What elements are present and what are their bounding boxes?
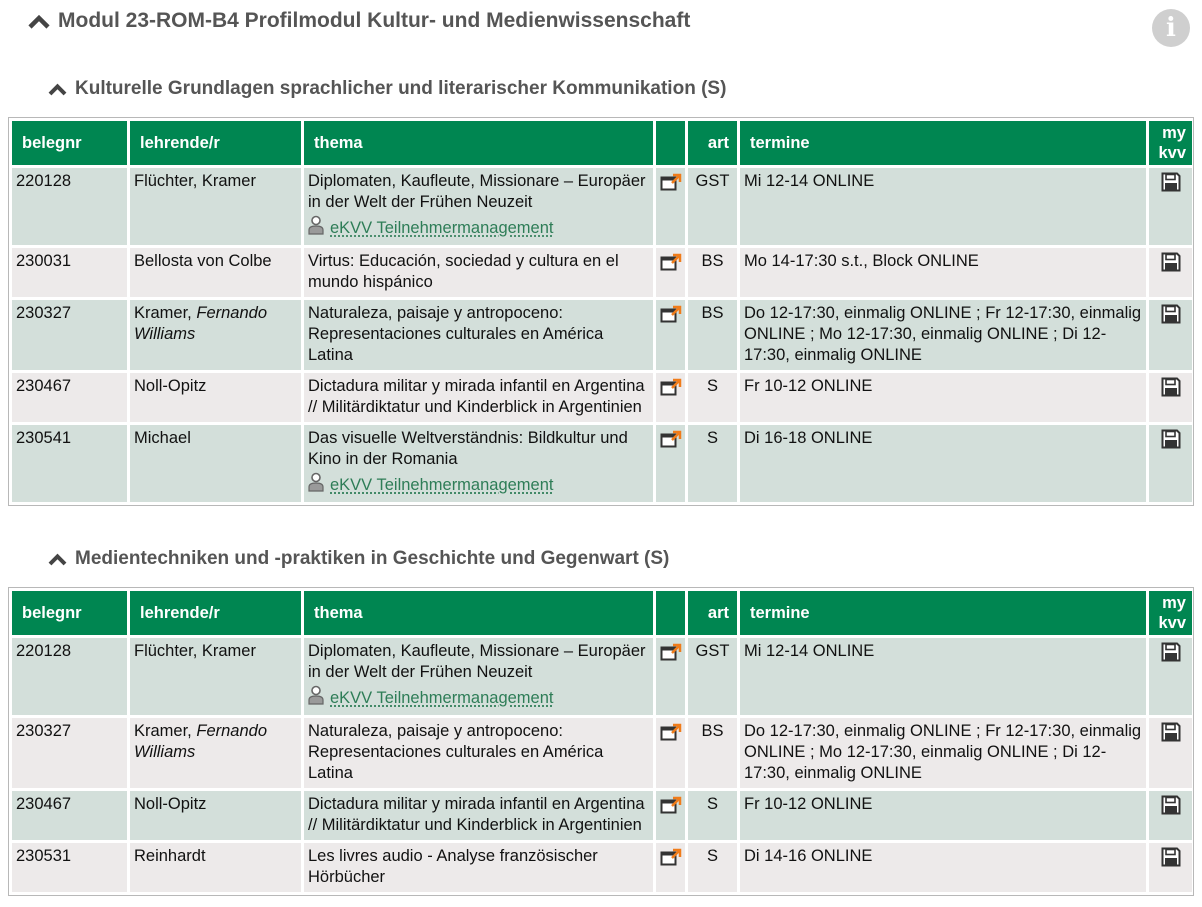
module-title: Modul 23-ROM-B4 Profilmodul Kultur- und Medienwissenschaft	[58, 9, 691, 32]
lehrende-name: Flüchter, Kramer	[134, 172, 256, 190]
thema-cell	[304, 300, 653, 370]
section-title: Medientechniken und -praktiken in Geschichte und Gegenwart (S)	[75, 548, 670, 569]
course-table-2	[8, 587, 1194, 896]
termine-cell: Fr 10-12 ONLINE	[740, 791, 1146, 840]
lehrende-cell	[130, 791, 301, 840]
thema-text: Diplomaten, Kaufleute, Missionare – Europäer in der Welt der Frühen Neuzeit	[308, 642, 646, 681]
table-header-row	[12, 591, 1192, 635]
table-header-row	[12, 121, 1192, 165]
thema-text: Naturaleza, paisaje y antropoceno: Representaciones culturales en América Latina	[308, 304, 604, 364]
termine-cell: Mi 12-14 ONLINE	[740, 168, 1146, 245]
open-details-icon[interactable]	[656, 718, 685, 788]
table-row	[12, 373, 1192, 422]
thema-text: Les livres audio - Analyse französischer Hörbücher	[308, 847, 598, 886]
table-row	[12, 843, 1192, 892]
table-row	[12, 248, 1192, 297]
art-cell: GST	[688, 168, 737, 245]
thema-text: Das visuelle Weltverständnis: Bildkultur und Kino in der Romania	[308, 429, 628, 468]
open-details-icon[interactable]	[656, 248, 685, 297]
belegnr-cell: 230327	[12, 300, 127, 370]
open-details-icon[interactable]	[656, 373, 685, 422]
art-cell: BS	[688, 718, 737, 788]
col-mykvv: my kvv	[1149, 121, 1192, 165]
art-cell: GST	[688, 638, 737, 715]
art-cell: BS	[688, 300, 737, 370]
save-to-mykvv-icon[interactable]	[1149, 168, 1192, 245]
save-to-mykvv-icon[interactable]	[1149, 791, 1192, 840]
section-header-1[interactable]	[48, 78, 726, 100]
open-details-icon[interactable]	[656, 638, 685, 715]
lehrende-name: Noll-Opitz	[134, 795, 207, 813]
thema-text: Naturaleza, paisaje y antropoceno: Representaciones culturales en América Latina	[308, 722, 604, 782]
lehrende-cell	[130, 425, 301, 502]
col-lehrende[interactable]: lehrende/r	[130, 121, 301, 165]
table-row	[12, 168, 1192, 245]
save-to-mykvv-icon[interactable]	[1149, 248, 1192, 297]
thema-text: Diplomaten, Kaufleute, Missionare – Europäer in der Welt der Frühen Neuzeit	[308, 172, 646, 211]
belegnr-cell: 220128	[12, 638, 127, 715]
open-details-icon[interactable]	[656, 300, 685, 370]
course-table-1	[8, 117, 1194, 506]
save-to-mykvv-icon[interactable]	[1149, 638, 1192, 715]
termine-cell: Do 12-17:30, einmalig ONLINE ; Fr 12-17:30, einmalig ONLINE ; Mo 12-17:30, einmalig ONLINE ; Di 12-17:30, einmalig ONLINE	[740, 300, 1146, 370]
ekvv-link[interactable]	[308, 685, 649, 711]
belegnr-cell: 230467	[12, 791, 127, 840]
lehrende-name: Reinhardt	[134, 847, 206, 865]
termine-cell: Do 12-17:30, einmalig ONLINE ; Fr 12-17:30, einmalig ONLINE ; Mo 12-17:30, einmalig ONLINE ; Di 12-17:30, einmalig ONLINE	[740, 718, 1146, 788]
col-lehrende[interactable]: lehrende/r	[130, 591, 301, 635]
thema-cell	[304, 248, 653, 297]
thema-text: Dictadura militar y mirada infantil en Argentina // Militärdiktatur und Kinderblick in Argentinien	[308, 377, 645, 416]
ekvv-link-label: eKVV Teilnehmermanagement	[330, 688, 554, 707]
lehrende-name-extra: Fernando Williams	[134, 722, 267, 761]
art-cell: S	[688, 425, 737, 502]
col-thema[interactable]: thema	[304, 591, 653, 635]
col-termine[interactable]: termine	[740, 121, 1146, 165]
lehrende-cell	[130, 843, 301, 892]
col-belegnr[interactable]: belegnr	[12, 121, 127, 165]
thema-text: Dictadura militar y mirada infantil en Argentina // Militärdiktatur und Kinderblick in Argentinien	[308, 795, 645, 834]
termine-cell: Mo 14-17:30 s.t., Block ONLINE	[740, 248, 1146, 297]
belegnr-cell: 230327	[12, 718, 127, 788]
belegnr-cell: 230531	[12, 843, 127, 892]
table-row	[12, 791, 1192, 840]
termine-cell: Fr 10-12 ONLINE	[740, 373, 1146, 422]
table-row	[12, 638, 1192, 715]
col-icon	[656, 121, 685, 165]
belegnr-cell: 220128	[12, 168, 127, 245]
save-to-mykvv-icon[interactable]	[1149, 425, 1192, 502]
ekvv-link-label: eKVV Teilnehmermanagement	[330, 218, 554, 237]
lehrende-name: Michael	[134, 429, 191, 447]
table-row	[12, 718, 1192, 788]
col-art[interactable]: art	[688, 121, 737, 165]
ekvv-link[interactable]	[308, 215, 649, 241]
open-details-icon[interactable]	[656, 168, 685, 245]
person-icon	[308, 472, 324, 498]
person-icon	[308, 215, 324, 241]
table-row	[12, 300, 1192, 370]
chevron-up-icon[interactable]	[48, 82, 67, 96]
art-cell: S	[688, 373, 737, 422]
open-details-icon[interactable]	[656, 843, 685, 892]
lehrende-name: Kramer,	[134, 722, 197, 740]
belegnr-cell: 230541	[12, 425, 127, 502]
thema-cell	[304, 373, 653, 422]
lehrende-cell	[130, 248, 301, 297]
termine-cell: Mi 12-14 ONLINE	[740, 638, 1146, 715]
col-art[interactable]: art	[688, 591, 737, 635]
lehrende-cell	[130, 373, 301, 422]
lehrende-name: Noll-Opitz	[134, 377, 207, 395]
termine-cell: Di 16-18 ONLINE	[740, 425, 1146, 502]
open-details-icon[interactable]	[656, 791, 685, 840]
lehrende-cell	[130, 718, 301, 788]
module-header[interactable]	[28, 9, 690, 33]
art-cell: S	[688, 791, 737, 840]
save-to-mykvv-icon[interactable]	[1149, 373, 1192, 422]
col-thema[interactable]: thema	[304, 121, 653, 165]
save-to-mykvv-icon[interactable]	[1149, 843, 1192, 892]
open-details-icon[interactable]	[656, 425, 685, 502]
termine-cell: Di 14-16 ONLINE	[740, 843, 1146, 892]
thema-cell	[304, 638, 653, 715]
save-to-mykvv-icon[interactable]	[1149, 718, 1192, 788]
info-icon[interactable]: i	[1152, 9, 1190, 47]
lehrende-name: Kramer,	[134, 304, 197, 322]
belegnr-cell: 230467	[12, 373, 127, 422]
table-row	[12, 425, 1192, 502]
lehrende-name-extra: Fernando Williams	[134, 304, 267, 343]
thema-cell	[304, 718, 653, 788]
section-header-2[interactable]	[48, 548, 669, 570]
lehrende-name: Bellosta von Colbe	[134, 252, 272, 270]
thema-cell	[304, 843, 653, 892]
thema-text: Virtus: Educación, sociedad y cultura en el mundo hispánico	[308, 252, 619, 291]
thema-cell	[304, 791, 653, 840]
col-mykvv: my kvv	[1149, 591, 1192, 635]
lehrende-name: Flüchter, Kramer	[134, 642, 256, 660]
lehrende-cell	[130, 300, 301, 370]
section-title: Kulturelle Grundlagen sprachlicher und literarischer Kommunikation (S)	[75, 78, 727, 99]
ekvv-link-label: eKVV Teilnehmermanagement	[330, 475, 554, 494]
col-icon	[656, 591, 685, 635]
save-to-mykvv-icon[interactable]	[1149, 300, 1192, 370]
art-cell: S	[688, 843, 737, 892]
lehrende-cell	[130, 168, 301, 245]
person-icon	[308, 685, 324, 711]
col-belegnr[interactable]: belegnr	[12, 591, 127, 635]
col-termine[interactable]: termine	[740, 591, 1146, 635]
chevron-up-icon[interactable]	[28, 13, 50, 29]
belegnr-cell: 230031	[12, 248, 127, 297]
ekvv-link[interactable]	[308, 472, 649, 498]
thema-cell	[304, 168, 653, 245]
art-cell: BS	[688, 248, 737, 297]
chevron-up-icon[interactable]	[48, 552, 67, 566]
lehrende-cell	[130, 638, 301, 715]
thema-cell	[304, 425, 653, 502]
